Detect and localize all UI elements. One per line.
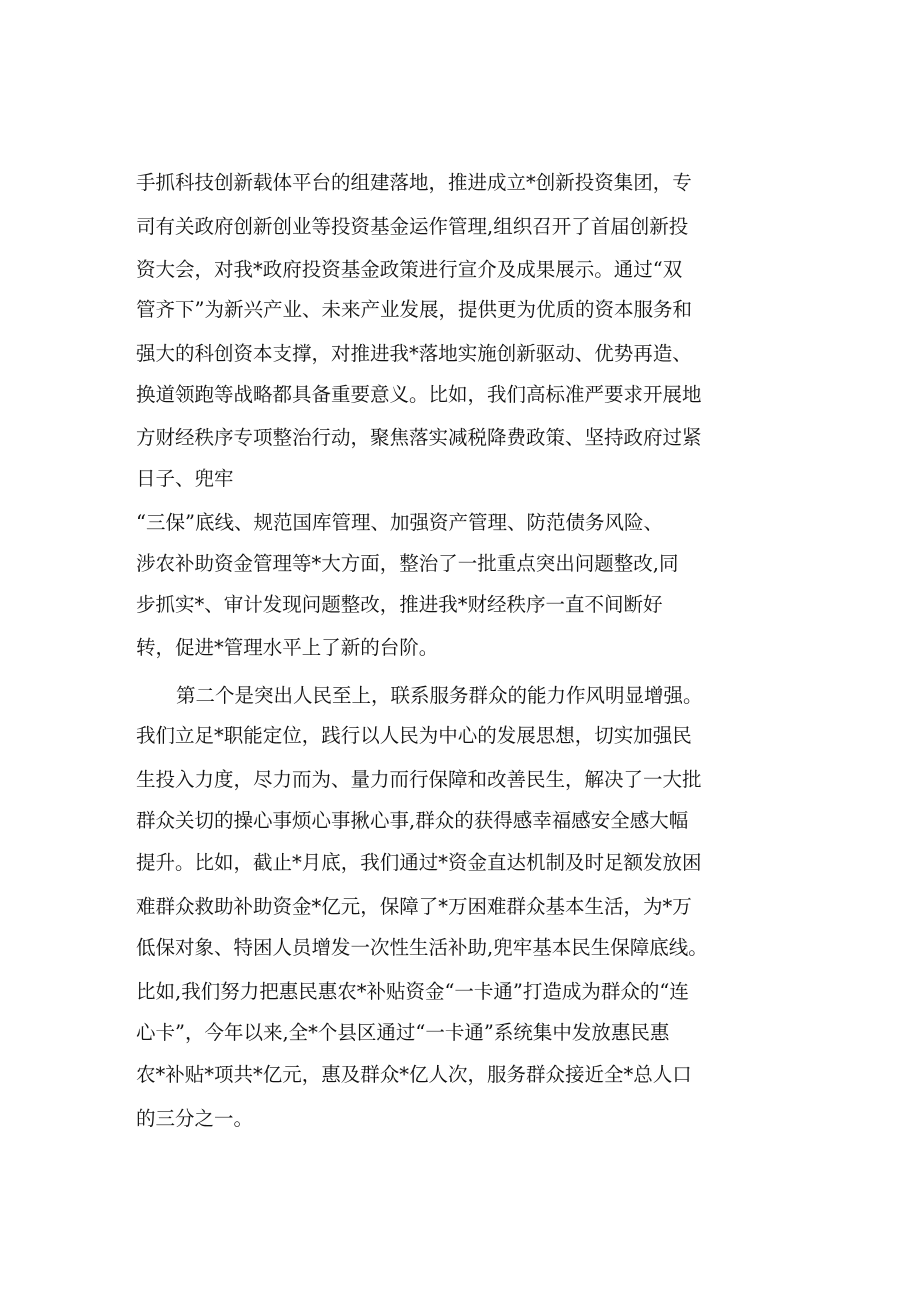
text-line-17: 提升。比如，截止*月底，我们通过*资金直达机制及时足额发放困 xyxy=(136,851,702,874)
text-line-13: 第二个是突出人民至上，联系服务群众的能力作风明显增强。 xyxy=(176,684,703,707)
text-line-22: 农*补贴*项共*亿元，惠及群众*亿人次，服务群众接近全*总人口 xyxy=(136,1063,692,1086)
text-line-10: 涉农补助资金管理等*大方面，整治了一批重点突出问题整改,同 xyxy=(136,552,679,575)
text-line-6: 换道领跑等战略都具备重要意义。比如，我们高标准严要求开展地 xyxy=(136,383,702,406)
text-line-5: 强大的科创资本支撑，对推进我*落地实施创新驱动、优势再造、 xyxy=(136,342,692,365)
text-line-7: 方财经秩序专项整治行动，聚焦落实减税降费政策、坚持政府过紧 xyxy=(136,426,702,449)
text-line-16: 群众关切的操心事烦心事揪心事,群众的获得感幸福感安全感大幅 xyxy=(136,809,689,832)
text-line-19: 低保对象、特困人员增发一次性生活补助,兜牢基本民生保障底线。 xyxy=(136,936,708,959)
text-line-11: 步抓实*、审计发现问题整改，推进我*财经秩序一直不间断好 xyxy=(136,593,663,616)
text-line-4: 管齐下”为新兴产业、未来产业发展，提供更为优质的资本服务和 xyxy=(136,298,692,321)
text-line-18: 难群众救助补助资金*亿元，保障了*万困难群众基本生活，为*万 xyxy=(136,895,692,918)
text-line-3: 资大会，对我*政府投资基金政策进行宣介及成果展示。通过“双 xyxy=(136,258,683,281)
text-line-20: 比如,我们努力把惠民惠农*补贴资金“一卡通”打造成为群众的“连 xyxy=(136,980,689,1003)
text-line-14: 我们立足*职能定位，践行以人民为中心的发展思想，切实加强民 xyxy=(136,724,692,747)
text-line-8: 日子、兜牢 xyxy=(136,467,234,490)
text-line-23: 的三分之一。 xyxy=(136,1107,254,1130)
text-line-2: 司有关政府创新创业等投资基金运作管理,组织召开了首届创新投 xyxy=(136,215,689,238)
text-line-21: 心卡”，今年以来,全*个县区通过“一卡通”系统集中发放惠民惠 xyxy=(136,1021,670,1044)
text-line-1: 手抓科技创新载体平台的组建落地，推进成立*创新投资集团，专 xyxy=(136,171,692,194)
text-line-15: 生投入力度，尽力而为、量力而行保障和改善民生，解决了一大批 xyxy=(136,768,702,791)
text-line-12: 转，促进*管理水平上了新的台阶。 xyxy=(136,636,439,659)
text-line-9: “三保”底线、规范国库管理、加强资产管理、防范债务风险、 xyxy=(136,511,663,534)
